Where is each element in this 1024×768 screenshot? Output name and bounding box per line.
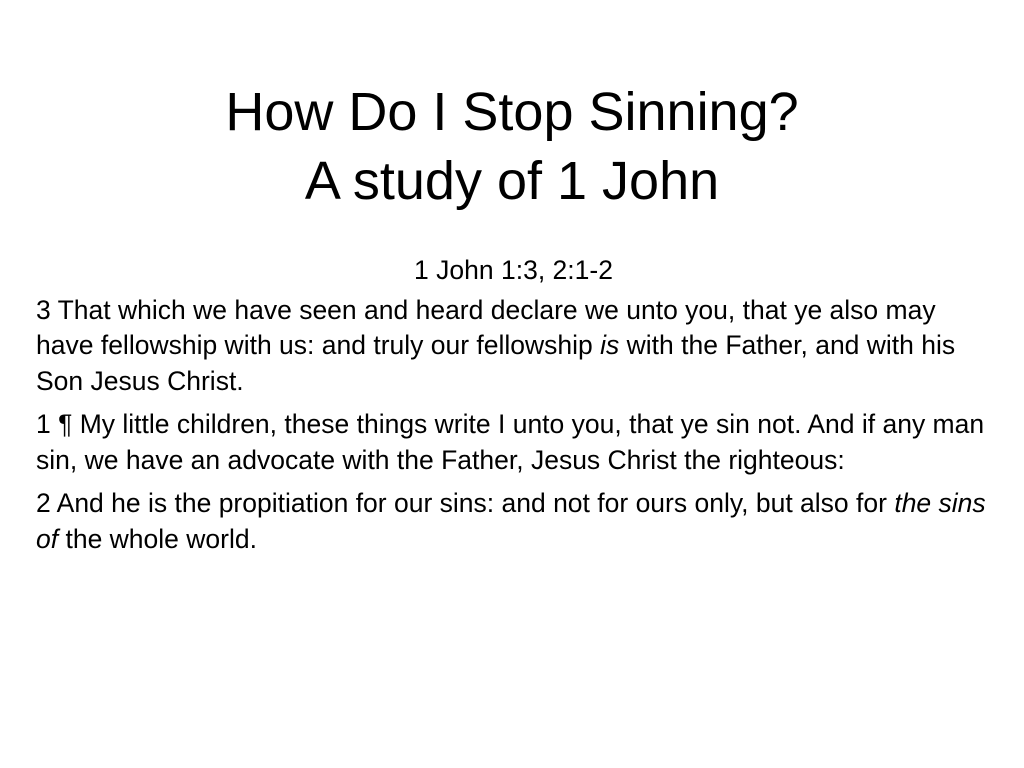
verse-italic-text: is [600,330,620,360]
verse-1-3 [36,293,991,400]
title-line-1: How Do I Stop Sinning? [225,82,799,142]
verse-text: the whole world. [58,523,257,554]
scripture-reference: 1 John 1:3, 2:1-2 [414,255,613,285]
verse-2-2 [36,486,991,557]
verse-text: with the Father, and with his Son Jesus Christ. [36,330,956,396]
verse-italic-text: the sins of [36,488,986,554]
slide-body [36,253,991,565]
slide-title [0,78,1024,216]
verse-2-1: 1 ¶ My little children, these things write I unto you, that ye sin not. And if any man sin, we have an advocate with the Father, Jesus Christ the righteous: [36,409,985,475]
title-line-2: A study of 1 John [304,151,720,211]
verse-text: 3 That which we have seen and heard declare we unto you, that ye also may have fellowship with us: and truly our fellowship [36,294,936,360]
verse-text: 2 And he is the propitiation for our sins: and not for ours only, but also for [36,488,895,518]
